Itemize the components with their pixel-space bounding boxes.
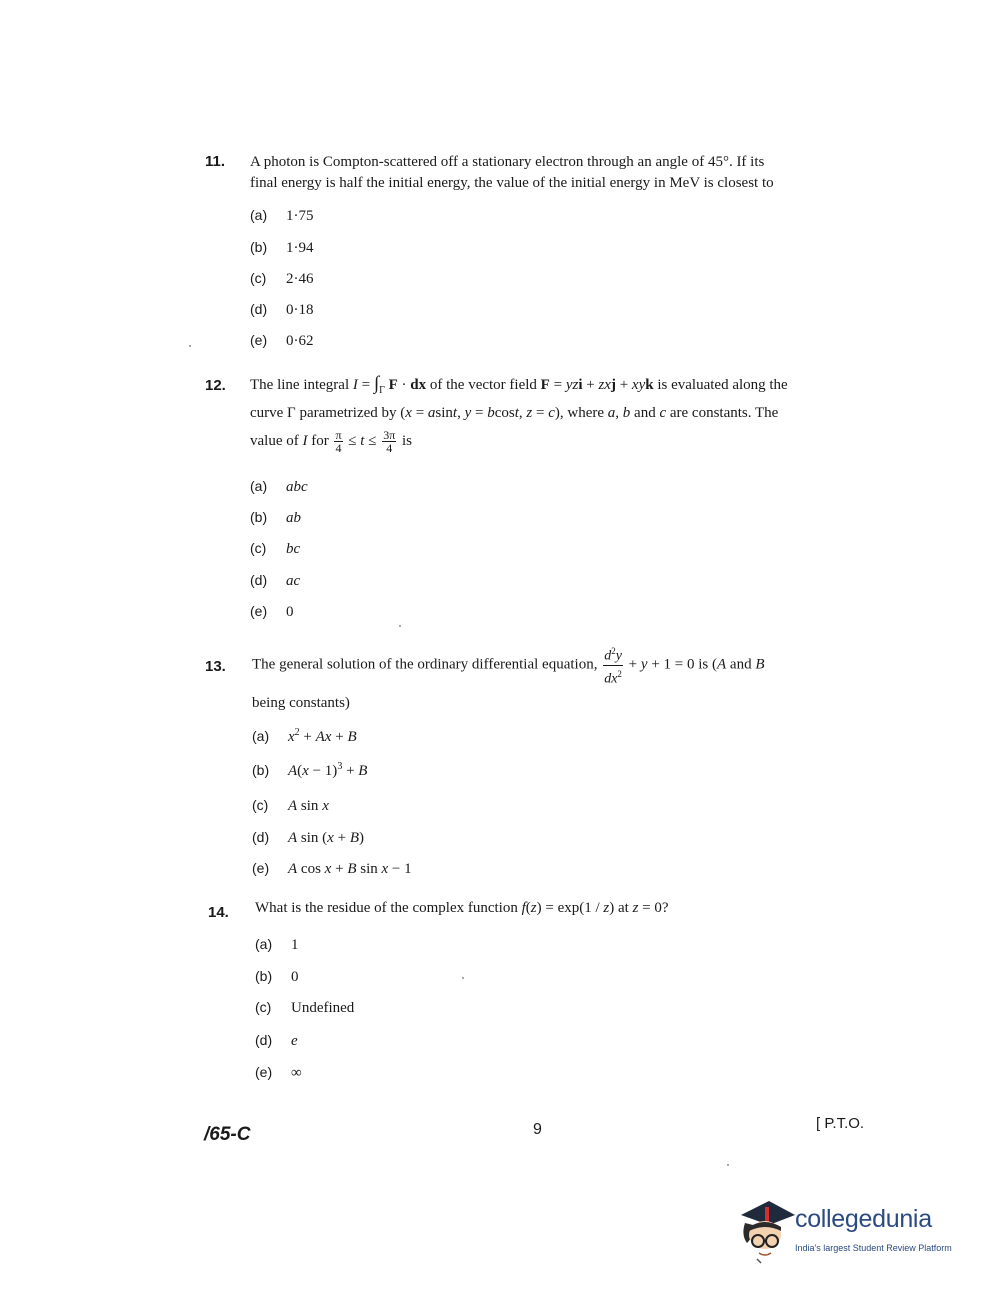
stray-mark [399, 625, 401, 627]
option-d: (d) A sin (x + B) [252, 829, 364, 846]
question-text: What is the residue of the complex function f(z) = exp(1 / z) at z = 0? [255, 900, 669, 916]
stray-mark [462, 977, 464, 979]
option-a: (a) $x^2 + Ax + B$ [252, 727, 357, 745]
question-number: 13. [205, 658, 226, 675]
stray-mark [189, 345, 191, 347]
option-c: (c) Undefined [255, 999, 355, 1016]
pto-label: [ P.T.O. [816, 1115, 865, 1132]
option-b: (b) ab [250, 509, 301, 526]
mascot-logo-icon [735, 1195, 797, 1265]
option-a: (a) 1·75 [250, 207, 314, 224]
option-b: (b) 1·94 [250, 239, 314, 256]
option-b: (b) $A(x - 1)^3 + B$ [252, 761, 368, 779]
option-e: (e) 0 [250, 603, 294, 620]
option-b: (b) 0 [255, 968, 299, 985]
page-number: 9 [533, 1121, 542, 1138]
question-number: 14. [208, 904, 229, 921]
option-d: (d) e [255, 1032, 298, 1049]
option-a: (a) abc [250, 478, 308, 495]
option-e: (e) A cos x + B sin x − 1 [252, 860, 412, 877]
question-text: A photon is Compton-scattered off a stationary electron through an angle of 45°. If its final energy is half the initial energy, the value of the initial energy in MeV is closest to [250, 154, 774, 191]
brand-watermark [735, 1195, 965, 1265]
option-e: (e) 0·62 [250, 332, 314, 349]
question-number: 11. [205, 153, 226, 170]
question-number: 12. [205, 377, 226, 394]
option-c: (c) 2·46 [250, 270, 314, 287]
question-text: The line integral $I = \int_\Gamma$ F · dx of the vector field F = yzi + zxj + xyk is evaluated along the curve Γ parametrized by (x = asint, y = bcost, z = c), where a, b and c are constants. The value of I for $\frac{\pi}{4}$ ≤ t ≤ $\frac{3\pi}{4}$ is [250, 373, 788, 455]
option-c: (c) bc [250, 540, 301, 557]
brand-tagline: India's largest Student Review Platform [795, 1243, 952, 1253]
stray-mark [727, 1164, 729, 1166]
brand-name: collegedunia [795, 1205, 932, 1233]
paper-code: /65-C [204, 1124, 251, 1145]
option-d: (d) ac [250, 572, 301, 589]
option-e: (e) ∞ [255, 1064, 302, 1081]
option-d: (d) 0·18 [250, 301, 314, 318]
option-a: (a) 1 [255, 936, 299, 953]
option-c: (c) A sin x [252, 797, 329, 814]
question-text: The general solution of the ordinary differential equation, $\frac{d^2y}{dx^2}$ + y + 1 = 0 is (A and B being constants) [252, 643, 877, 714]
